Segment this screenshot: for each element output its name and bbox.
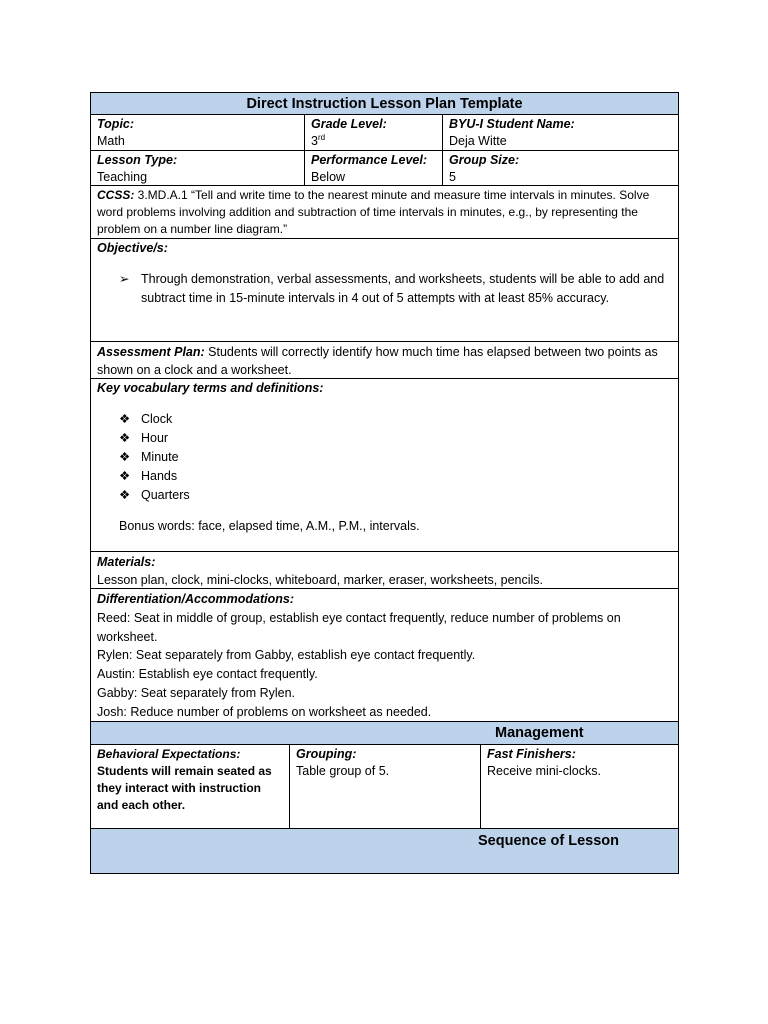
accommodation-line: Reed: Seat in middle of group, establish eye contact frequently, reduce number of problems on worksheet.	[97, 610, 621, 644]
differentiation-row	[90, 589, 679, 722]
assessment-cell	[91, 342, 678, 378]
vocab-term: Minute	[141, 450, 179, 464]
info-row-1	[90, 115, 679, 151]
ccss-cell	[91, 186, 678, 238]
vocab-item	[119, 429, 672, 448]
vocabulary-cell	[91, 379, 678, 551]
diamond-bullet-icon: ❖	[119, 469, 131, 483]
accommodation-line: Josh: Reduce number of problems on worksheet as needed.	[97, 704, 432, 719]
vocab-item	[119, 410, 672, 429]
objectives-label: Objective/s:	[97, 241, 168, 255]
performance-cell	[304, 151, 442, 185]
document-title: Direct Instruction Lesson Plan Template	[246, 96, 523, 112]
student-cell	[442, 115, 678, 150]
materials-text: Lesson plan, clock, mini-clocks, whiteboard, marker, eraser, worksheets, pencils.	[97, 573, 544, 587]
ccss-label: CCSS:	[97, 188, 135, 202]
vocab-term: Hands	[141, 469, 178, 483]
student-label: BYU-I Student Name:	[449, 117, 575, 131]
materials-row	[90, 552, 679, 589]
lesson-type-cell	[91, 151, 304, 185]
title-bar	[90, 92, 679, 115]
objective-item	[97, 270, 672, 308]
grade-label: Grade Level:	[311, 117, 387, 131]
fast-finishers-label: Fast Finishers:	[487, 747, 576, 761]
management-row	[90, 745, 679, 829]
assessment-text: Students will correctly identify how much time has elapsed between two points as shown on a clock and a worksheet.	[97, 345, 658, 377]
vocab-item	[119, 448, 672, 467]
behavior-cell	[91, 745, 289, 828]
grade-suffix: rd	[317, 132, 326, 142]
ccss-text: 3.MD.A.1 “Tell and write time to the nearest minute and measure time intervals in minutes. Solve word problems involving addition and subtraction of time intervals in minutes, e.g., by representing the problem on a number line diagram.”	[97, 188, 650, 236]
accommodation-line: Gabby: Seat separately from Rylen.	[97, 685, 296, 700]
assessment-row	[90, 342, 679, 379]
sequence-heading: Sequence of Lesson	[478, 833, 620, 849]
management-header-row	[90, 722, 679, 745]
vocab-term: Quarters	[141, 488, 190, 502]
accommodation-line: Rylen: Seat separately from Gabby, establish eye contact frequently.	[97, 648, 476, 663]
lesson-plan-document	[90, 92, 679, 874]
objectives-row	[90, 239, 679, 342]
grouping-cell	[289, 745, 480, 828]
group-size-value: 5	[449, 170, 456, 184]
performance-label: Performance Level:	[311, 153, 428, 167]
assessment-label: Assessment Plan:	[97, 345, 205, 359]
accommodation-line: Austin: Establish eye contact frequently.	[97, 667, 318, 682]
group-size-cell	[442, 151, 678, 185]
grade-value	[311, 133, 436, 150]
vocabulary-label: Key vocabulary terms and definitions:	[97, 381, 324, 395]
info-row-2	[90, 151, 679, 186]
performance-value: Below	[311, 170, 346, 184]
differentiation-label: Differentiation/Accommodations:	[97, 592, 295, 606]
bonus-words: Bonus words: face, elapsed time, A.M., P.M., intervals.	[119, 519, 420, 533]
grouping-text: Table group of 5.	[296, 764, 390, 778]
fast-finishers-cell	[480, 745, 678, 828]
vocabulary-list	[97, 410, 672, 505]
vocab-item	[119, 467, 672, 486]
materials-cell	[91, 552, 678, 588]
differentiation-cell	[91, 589, 678, 721]
sequence-row	[90, 829, 679, 874]
student-value: Deja Witte	[449, 134, 507, 148]
lesson-type-value: Teaching	[97, 170, 148, 184]
behavior-text: Students will remain seated as they interact with instruction and each other.	[97, 764, 272, 812]
diamond-bullet-icon: ❖	[119, 450, 131, 464]
grade-cell	[304, 115, 442, 150]
diamond-bullet-icon: ❖	[119, 412, 131, 426]
materials-label: Materials:	[97, 555, 156, 569]
diamond-bullet-icon: ❖	[119, 488, 131, 502]
fast-finishers-text: Receive mini-clocks.	[487, 764, 601, 778]
ccss-row	[90, 186, 679, 239]
topic-value: Math	[97, 134, 125, 148]
objective-text: Through demonstration, verbal assessments, and worksheets, students will be able to add and subtract time in 15-minute intervals in 4 out of 5 attempts with at least 85% accuracy.	[141, 272, 665, 305]
arrow-bullet-icon: ➢	[119, 272, 130, 286]
topic-label: Topic:	[97, 117, 135, 131]
management-heading: Management	[495, 725, 584, 741]
objectives-cell	[91, 239, 678, 341]
grade-number: 3	[311, 134, 318, 148]
vocab-term: Hour	[141, 431, 169, 445]
group-size-label: Group Size:	[449, 153, 520, 167]
diamond-bullet-icon: ❖	[119, 431, 131, 445]
grouping-label: Grouping:	[296, 747, 357, 761]
topic-cell	[91, 115, 304, 150]
vocab-item	[119, 486, 672, 505]
lesson-type-label: Lesson Type:	[97, 153, 178, 167]
vocabulary-row	[90, 379, 679, 552]
vocab-term: Clock	[141, 412, 173, 426]
behavior-label: Behavioral Expectations:	[97, 747, 241, 761]
